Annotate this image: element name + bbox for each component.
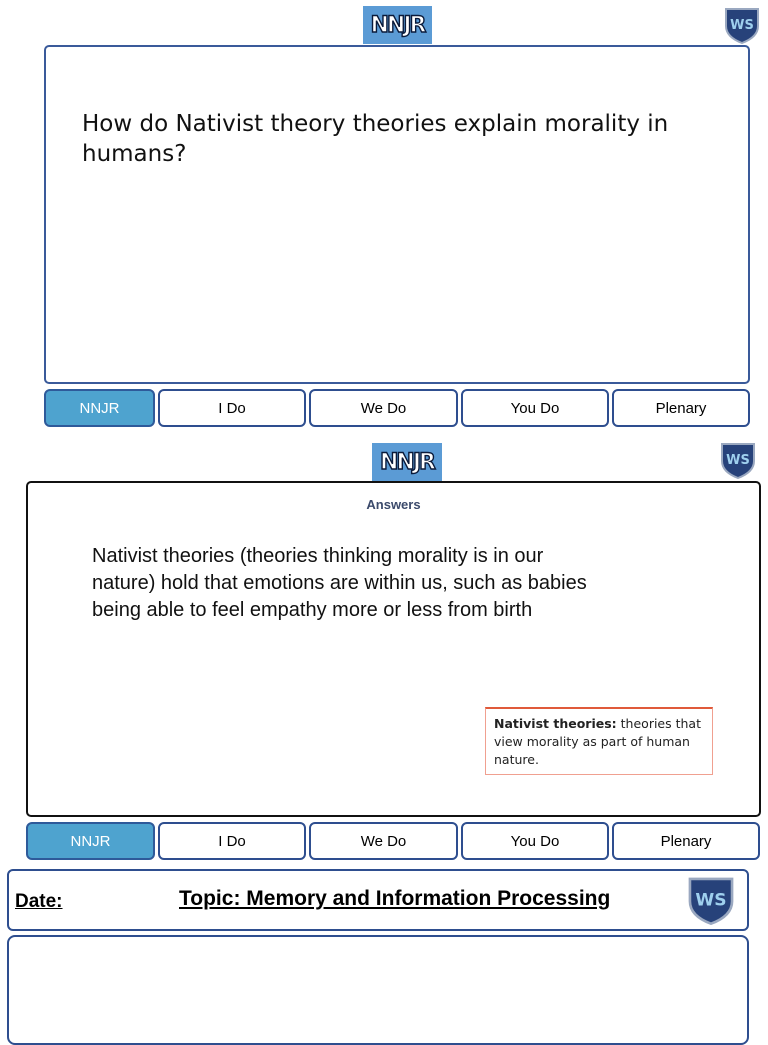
nav-you-do[interactable]: You Do [461, 389, 609, 427]
nav-plenary[interactable]: Plenary [612, 822, 760, 860]
nav-bar [0, 389, 768, 427]
definition-term: Nativist theories: [494, 716, 617, 731]
definition-box [485, 707, 713, 775]
question-panel [44, 45, 750, 384]
nav-i-do[interactable]: I Do [158, 389, 306, 427]
school-badge-text: WS [730, 18, 754, 33]
nav-plenary[interactable]: Plenary [612, 389, 750, 427]
nnjr-logo-text: NNJR [370, 12, 425, 38]
title-bar [7, 869, 749, 931]
content-panel [7, 935, 749, 1045]
nav-i-do[interactable]: I Do [158, 822, 306, 860]
answers-label: Answers [366, 497, 421, 512]
answers-panel [26, 481, 761, 817]
school-shield-icon [723, 6, 761, 44]
nnjr-logo [363, 6, 432, 44]
date-label: Date: [15, 891, 63, 912]
nnjr-logo-text: NNJR [380, 449, 434, 475]
question-text: How do Nativist theory theories explain morality in humans? [82, 111, 669, 167]
answer-text: Nativist theories (theories thinking morality is in our nature) hold that emotions are within us, such as babies being able to feel empathy more or less from birth [92, 545, 587, 621]
nav-nnjr[interactable]: NNJR [26, 822, 155, 860]
nav-nnjr[interactable]: NNJR [44, 389, 155, 427]
school-badge-text: WS [695, 890, 727, 911]
topic-title: Topic: Memory and Information Processing [179, 887, 611, 910]
school-shield-icon [686, 875, 736, 925]
school-shield-icon [719, 441, 757, 479]
nav-we-do[interactable]: We Do [309, 822, 458, 860]
school-badge-text: WS [726, 453, 750, 468]
nnjr-logo [372, 443, 442, 481]
definition-text: theories that view morality as part of human nature. [494, 716, 701, 767]
nav-we-do[interactable]: We Do [309, 389, 458, 427]
nav-you-do[interactable]: You Do [461, 822, 609, 860]
nav-bar [0, 822, 768, 860]
